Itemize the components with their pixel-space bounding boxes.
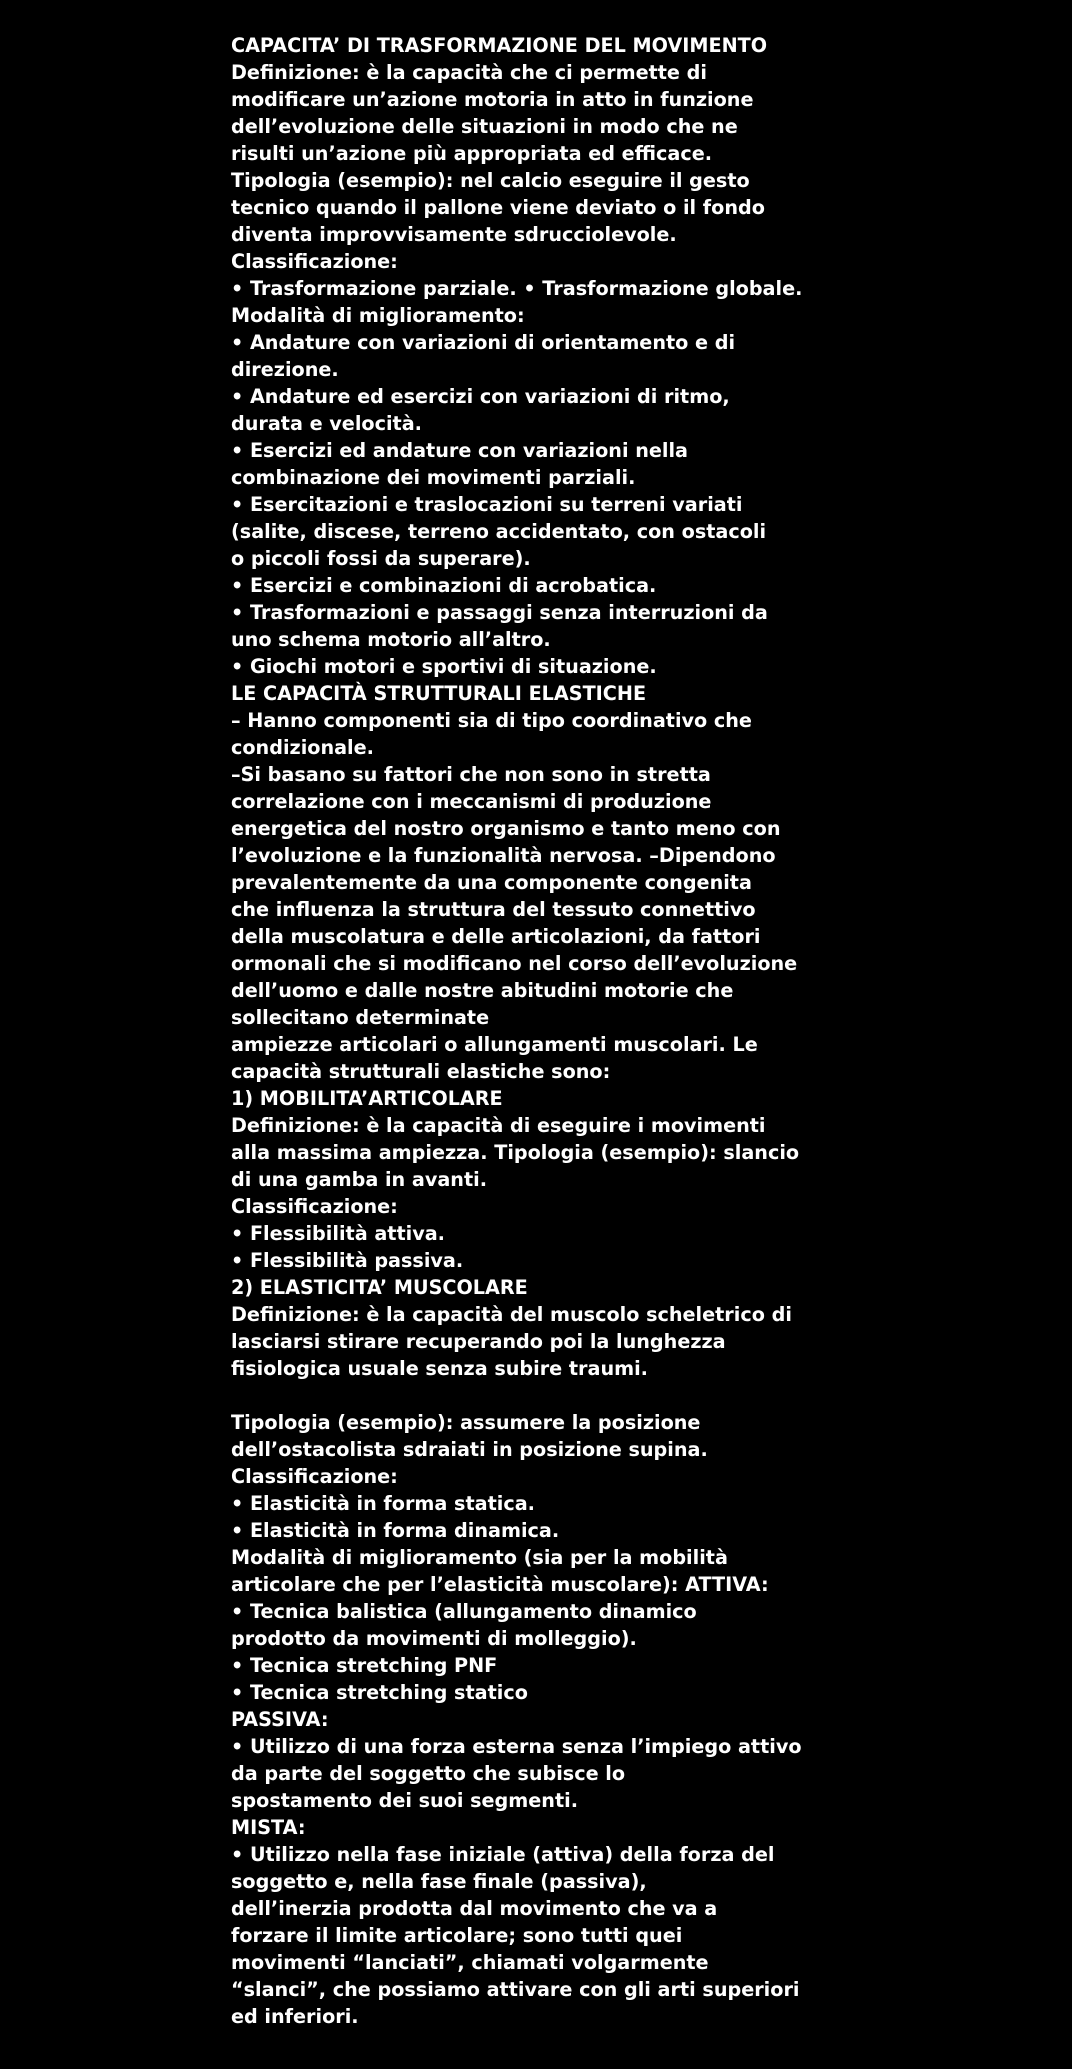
text-line: dell’ostacolista sdraiati in posizione supina. xyxy=(231,1438,708,1461)
text-line: correlazione con i meccanismi di produzione xyxy=(231,790,712,813)
text-line: che influenza la struttura del tessuto connettivo xyxy=(231,898,756,921)
text-line: spostamento dei suoi segmenti. xyxy=(231,1789,578,1812)
text-line: forzare il limite articolare; sono tutti quei xyxy=(231,1924,683,1947)
text-line: tecnico quando il pallone viene deviato o il fondo xyxy=(231,196,765,219)
text-line: Tipologia (esempio): assumere la posizione xyxy=(231,1411,701,1434)
text-line: di una gamba in avanti. xyxy=(231,1168,487,1191)
text-line: – Hanno componenti sia di tipo coordinativo che xyxy=(231,709,752,732)
text-line: • Giochi motori e sportivi di situazione. xyxy=(231,655,657,678)
text-line: ed inferiori. xyxy=(231,2005,359,2028)
text-line: modificare un’azione motoria in atto in funzione xyxy=(231,88,754,111)
text-line: • Tecnica stretching PNF xyxy=(231,1654,498,1677)
text-line: –Si basano su fattori che non sono in stretta xyxy=(231,763,711,786)
text-line: • Utilizzo di una forza esterna senza l’impiego attivo xyxy=(231,1735,802,1758)
text-line: capacità strutturali elastiche sono: xyxy=(231,1060,611,1083)
text-line: l’evoluzione e la funzionalità nervosa. –Dipendono xyxy=(231,844,776,867)
text-line: Modalità di miglioramento (sia per la mobilità xyxy=(231,1546,728,1569)
text-line: uno schema motorio all’altro. xyxy=(231,628,551,651)
text-line: LE CAPACITÀ STRUTTURALI ELASTICHE xyxy=(231,682,647,705)
text-line: • Esercizi ed andature con variazioni nella xyxy=(231,439,688,462)
text-line: Definizione: è la capacità che ci permette di xyxy=(231,61,707,84)
text-line: dell’uomo e dalle nostre abitudini motorie che xyxy=(231,979,734,1002)
text-line: o piccoli fossi da superare). xyxy=(231,547,531,570)
text-line: direzione. xyxy=(231,358,339,381)
text-line: Classificazione: xyxy=(231,1465,398,1488)
text-line: ormonali che si modificano nel corso dell’evoluzione xyxy=(231,952,798,975)
text-line: • Flessibilità passiva. xyxy=(231,1249,464,1272)
text-line: alla massima ampiezza. Tipologia (esempio): slancio xyxy=(231,1141,800,1164)
text-line: (salite, discese, terreno accidentato, con ostacoli xyxy=(231,520,767,543)
text-line: movimenti “lanciati”, chiamati volgarmente xyxy=(231,1951,709,1974)
text-line: Definizione: è la capacità di eseguire i movimenti xyxy=(231,1114,766,1137)
text-line: diventa improvvisamente sdrucciolevole. xyxy=(231,223,677,246)
text-line: • Trasformazioni e passaggi senza interruzioni da xyxy=(231,601,768,624)
text-line: da parte del soggetto che subisce lo xyxy=(231,1762,626,1785)
text-line: 1) MOBILITA’ARTICOLARE xyxy=(231,1087,503,1110)
document-text xyxy=(231,32,811,2030)
text-line: della muscolatura e delle articolazioni, da fattori xyxy=(231,925,761,948)
text-line: Modalità di miglioramento: xyxy=(231,304,525,327)
text-line: • Utilizzo nella fase iniziale (attiva) della forza del xyxy=(231,1843,775,1866)
text-line: dell’inerzia prodotta dal movimento che va a xyxy=(231,1897,718,1920)
text-line: combinazione dei movimenti parziali. xyxy=(231,466,636,489)
text-line: • Elasticità in forma dinamica. xyxy=(231,1519,560,1542)
text-line: • Andature ed esercizi con variazioni di ritmo, xyxy=(231,385,730,408)
text-line xyxy=(231,1382,811,1409)
text-line: lasciarsi stirare recuperando poi la lunghezza xyxy=(231,1330,726,1353)
text-line: Classificazione: xyxy=(231,250,398,273)
text-line: sollecitano determinate xyxy=(231,1006,490,1029)
text-line: prevalentemente da una componente congenita xyxy=(231,871,752,894)
text-line: dell’evoluzione delle situazioni in modo che ne xyxy=(231,115,738,138)
text-line: Definizione: è la capacità del muscolo scheletrico di xyxy=(231,1303,792,1326)
text-line: condizionale. xyxy=(231,736,374,759)
text-line: soggetto e, nella fase finale (passiva), xyxy=(231,1870,647,1893)
text-line: PASSIVA: xyxy=(231,1708,329,1731)
text-line: articolare che per l’elasticità muscolare): ATTIVA: xyxy=(231,1573,769,1596)
text-line: CAPACITA’ DI TRASFORMAZIONE DEL MOVIMENTO xyxy=(231,34,768,57)
text-line: ampiezze articolari o allungamenti muscolari. Le xyxy=(231,1033,758,1056)
text-line: • Tecnica stretching statico xyxy=(231,1681,528,1704)
text-line: • Andature con variazioni di orientamento e di xyxy=(231,331,736,354)
text-line: Classificazione: xyxy=(231,1195,398,1218)
text-line: • Elasticità in forma statica. xyxy=(231,1492,535,1515)
text-line: • Tecnica balistica (allungamento dinamico xyxy=(231,1600,697,1623)
text-line: “slanci”, che possiamo attivare con gli arti superiori xyxy=(231,1978,800,2001)
text-line: MISTA: xyxy=(231,1816,306,1839)
text-line: • Esercitazioni e traslocazioni su terreni variati xyxy=(231,493,743,516)
text-line: 2) ELASTICITA’ MUSCOLARE xyxy=(231,1276,528,1299)
text-line: fisiologica usuale senza subire traumi. xyxy=(231,1357,648,1380)
text-line: • Flessibilità attiva. xyxy=(231,1222,445,1245)
text-line: energetica del nostro organismo e tanto meno con xyxy=(231,817,781,840)
text-line: durata e velocità. xyxy=(231,412,422,435)
text-line: Tipologia (esempio): nel calcio eseguire il gesto xyxy=(231,169,750,192)
text-line: prodotto da movimenti di molleggio). xyxy=(231,1627,637,1650)
text-line: risulti un’azione più appropriata ed efficace. xyxy=(231,142,713,165)
text-line: • Esercizi e combinazioni di acrobatica. xyxy=(231,574,657,597)
text-line: • Trasformazione parziale. • Trasformazione globale. xyxy=(231,277,803,300)
